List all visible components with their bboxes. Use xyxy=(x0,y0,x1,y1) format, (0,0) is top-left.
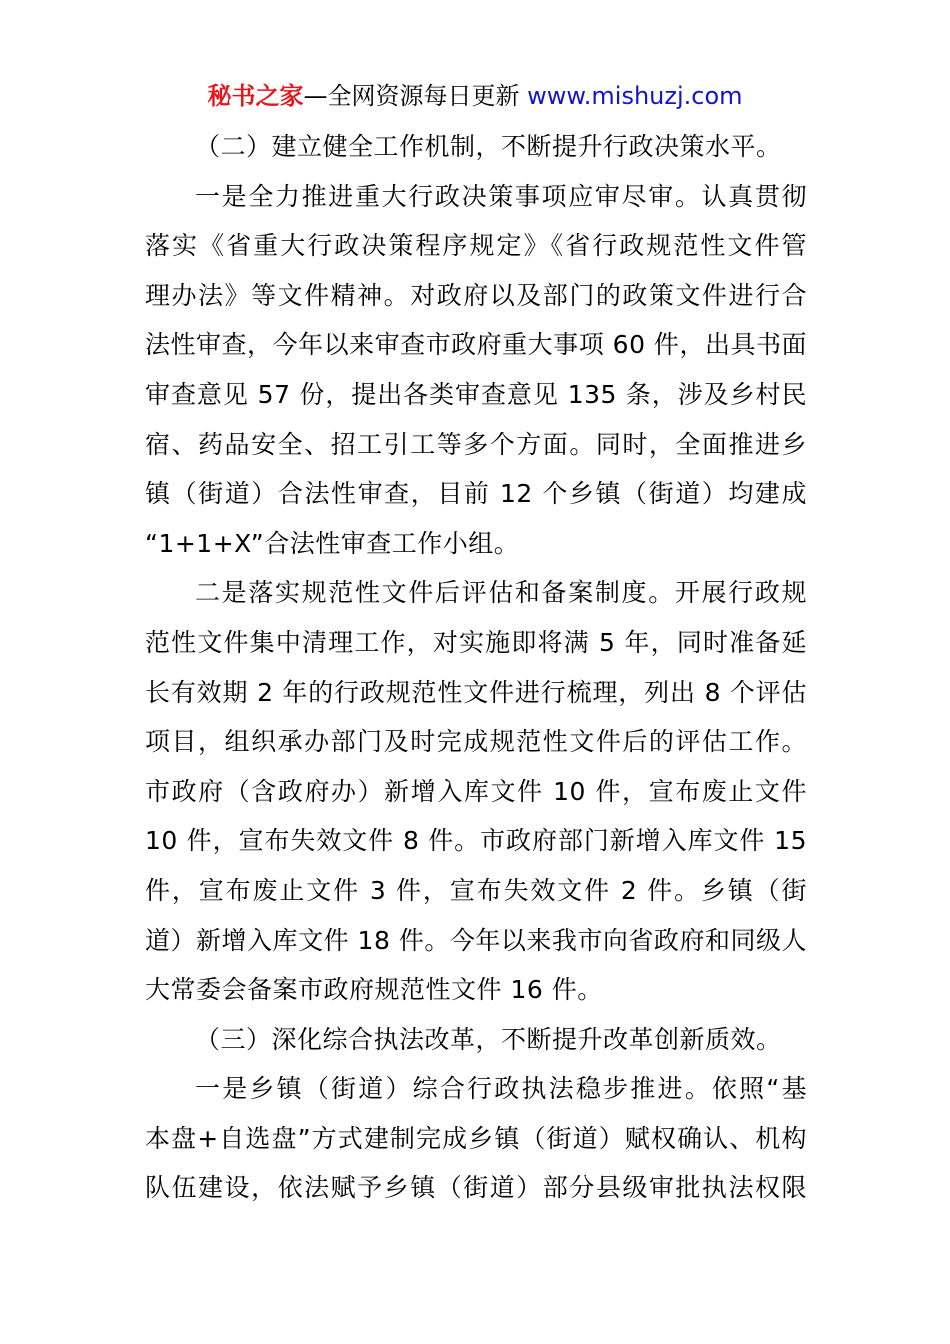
text-line: 一是全力推进重大行政决策事项应审尽审。认真贯彻 xyxy=(195,181,807,211)
text-line: 市政府（含政府办）新增入库文件 10 件，宣布废止文件 xyxy=(145,776,807,806)
text-line: （三）深化综合执法改革，不断提升改革创新质效。 xyxy=(195,1024,782,1054)
text-line: 长有效期 2 年的行政规范性文件进行梳理，列出 8 个评估 xyxy=(145,677,807,707)
text-line: 镇（街道）合法性审查，目前 12 个乡镇（街道）均建成 xyxy=(145,479,807,509)
text-line: 本盘+自选盘”方式建制完成乡镇（街道）赋权确认、机构 xyxy=(145,1123,807,1153)
text-line: 项目，组织承办部门及时完成规范性文件后的评估工作。 xyxy=(145,727,807,757)
text-line: 队伍建设，依法赋予乡镇（街道）部分县级审批执法权限 xyxy=(145,1173,807,1203)
text-line: 法性审查，今年以来审查市政府重大事项 60 件，出具书面 xyxy=(145,330,807,360)
site-url-link[interactable]: www.mishuzj.com xyxy=(527,82,743,110)
text-line: 10 件，宣布失效文件 8 件。市政府部门新增入库文件 15 xyxy=(145,826,807,856)
text-line: 道）新增入库文件 18 件。今年以来我市向省政府和同级人 xyxy=(145,925,807,955)
text-line: （二）建立健全工作机制，不断提升行政决策水平。 xyxy=(195,132,782,161)
text-line: 一是乡镇（街道）综合行政执法稳步推进。依照“基 xyxy=(195,1074,807,1104)
header-tagline: —全网资源每日更新 xyxy=(303,82,520,110)
document-body xyxy=(145,122,807,1213)
text-line: 件，宣布废止文件 3 件，宣布失效文件 2 件。乡镇（街 xyxy=(145,875,807,905)
page-header xyxy=(0,78,950,114)
brand-name: 秘书之家 xyxy=(207,82,304,110)
text-line: 大常委会备案市政府规范性文件 16 件。 xyxy=(145,975,603,1005)
text-line: 二是落实规范性文件后评估和备案制度。开展行政规 xyxy=(195,578,807,608)
text-line: 范性文件集中清理工作，对实施即将满 5 年，同时准备延 xyxy=(145,627,807,657)
text-line: 理办法》等文件精神。对政府以及部门的政策文件进行合 xyxy=(145,280,807,310)
text-line: 审查意见 57 份，提出各类审查意见 135 条，涉及乡村民 xyxy=(145,379,807,409)
text-line: “1+1+X”合法性审查工作小组。 xyxy=(145,528,520,558)
text-line: 落实《省重大行政决策程序规定》《省行政规范性文件管 xyxy=(145,231,807,261)
text-line: 宿、药品安全、招工引工等多个方面。同时，全面推进乡 xyxy=(145,429,807,459)
